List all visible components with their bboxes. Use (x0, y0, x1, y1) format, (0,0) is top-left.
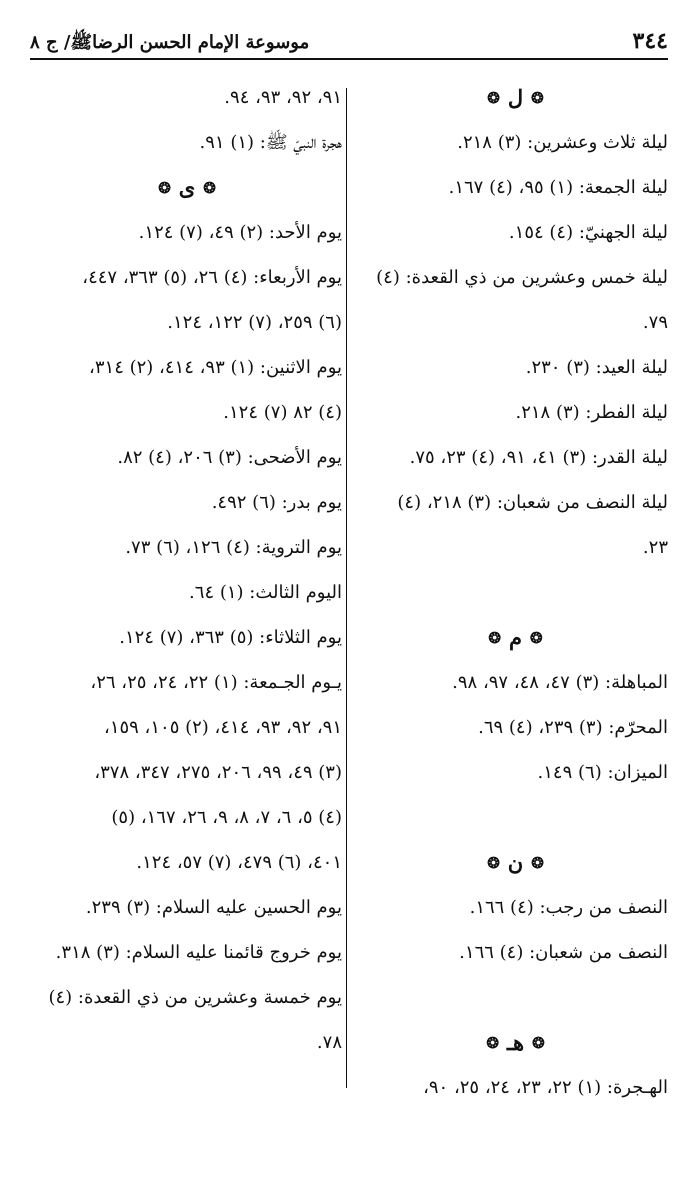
index-entry (363, 435, 668, 480)
index-entry (363, 300, 668, 345)
ornament-icon: ❂ (531, 853, 544, 872)
index-column-left (32, 75, 342, 1065)
index-entry-text: ٩١، ٩٢، ٩٣، ٤١٤، (٢) ١٠٥، ١٥٩، (104, 716, 342, 738)
index-entry (32, 300, 342, 345)
index-entry-text: (٤) ٨٢ (٧) ١٢٤. (223, 401, 342, 423)
index-entry (363, 480, 668, 525)
index-entry-text: يوم الاثنين: (١) ٩٣، ٤١٤، (٢) ٣١٤، (89, 356, 342, 378)
heading-letter: ل (507, 84, 524, 110)
index-entry-text: يـوم الجـمعة: (١) ٢٢، ٢٤، ٢٥، ٢٦، (90, 671, 342, 693)
index-entry-text: (٦) ٢٥٩، (٧) ١٢٢، ١٢٤. (167, 311, 342, 333)
index-entry (363, 165, 668, 210)
heading-ornament-frame (488, 624, 543, 650)
index-entry (363, 1065, 668, 1110)
ornament-icon: ❂ (530, 628, 543, 647)
spacer (363, 975, 668, 1020)
index-entry-text: المحرّم: (٣) ٢٣٩، (٤) ٦٩. (478, 716, 668, 738)
index-entry-text: ٢٣. (642, 536, 668, 558)
index-entry (363, 210, 668, 255)
letter-heading (363, 75, 668, 120)
heading-ornament-frame (487, 84, 544, 110)
index-entry (32, 1020, 342, 1065)
index-entry (363, 705, 668, 750)
index-entry (32, 345, 342, 390)
letter-heading (363, 840, 668, 885)
index-entry (363, 750, 668, 795)
index-entry-text: يوم خمسة وعشرين من ذي القعدة: (٤) (48, 986, 342, 1008)
index-entry-text: (٣) ٤٩، ٩٩، ٢٠٦، ٢٧٥، ٣٤٧، ٣٧٨، (94, 761, 342, 783)
index-entry (363, 525, 668, 570)
ornament-icon: ❂ (531, 88, 544, 107)
index-entry (32, 660, 342, 705)
index-entry (32, 75, 342, 120)
letter-heading (363, 615, 668, 660)
index-entry (363, 255, 668, 300)
letter-heading (32, 165, 342, 210)
index-entry (363, 660, 668, 705)
index-entry-text: ٧٨. (316, 1031, 342, 1053)
heading-letter: ى (178, 174, 196, 200)
index-entry-text: ٤٠١، (٦) ٤٧٩، (٧) ٥٧، ١٢٤. (136, 851, 342, 873)
index-entry (32, 795, 342, 840)
letter-heading (363, 1020, 668, 1065)
ornament-icon: ❂ (203, 178, 216, 197)
index-entry (363, 120, 668, 165)
index-entry (32, 750, 342, 795)
index-entry-text: ليلة الجمعة: (١) ٩٥، (٤) ١٦٧. (448, 176, 668, 198)
column-divider (346, 88, 347, 1088)
index-entry (32, 210, 342, 255)
index-entry (32, 435, 342, 480)
heading-ornament-frame (158, 174, 216, 200)
spacer (363, 570, 668, 615)
index-entry-text: ليلة الفطر: (٣) ٢١٨. (515, 401, 668, 423)
index-entry (363, 930, 668, 975)
index-entry (363, 390, 668, 435)
index-entry-text: ٩١، ٩٢، ٩٣، ٩٤. (224, 86, 342, 108)
index-entry-text: اليوم الثالث: (١) ٦٤. (189, 581, 342, 603)
index-column-right (363, 75, 668, 1110)
index-entry-text: يوم خروج قائمنا عليه السلام: (٣) ٣١٨. (55, 941, 342, 963)
index-entry (32, 255, 342, 300)
index-entry (32, 615, 342, 660)
ornament-icon: ❂ (487, 853, 500, 872)
running-title: موسوعة الإمام الحسن الرضاﷺ/ ج ٨ (30, 32, 310, 53)
ornament-icon: ❂ (158, 178, 171, 197)
index-entry (32, 975, 342, 1020)
index-entry (32, 390, 342, 435)
index-entry-text: (٤) ٥، ٦، ٧، ٨، ٩، ٢٦، ١٦٧، (٥) (111, 806, 342, 828)
index-entry-text: ليلة القدر: (٣) ٤١، ٩١، (٤) ٢٣، ٧٥. (409, 446, 668, 468)
heading-ornament-frame (487, 849, 544, 875)
index-entry-text: النصف من شعبان: (٤) ١٦٦. (459, 941, 668, 963)
index-entry (32, 885, 342, 930)
index-entry (32, 525, 342, 570)
index-entry-text: ليلة العيد: (٣) ٢٣٠. (525, 356, 668, 378)
index-entry-text: يوم الأضحى: (٣) ٢٠٦، (٤) ٨٢. (117, 446, 342, 468)
ornament-icon: ❂ (532, 1033, 545, 1052)
index-entry (32, 930, 342, 975)
ornament-icon: ❂ (486, 1033, 499, 1052)
index-entry (32, 480, 342, 525)
index-entry-text: ليلة النصف من شعبان: (٣) ٢١٨، (٤) (397, 491, 668, 513)
ornament-icon: ❂ (487, 88, 500, 107)
index-entry-text: يوم الحسين عليه السلام: (٣) ٢٣٩. (85, 896, 342, 918)
index-entry-text: ليلة الجهنيّ: (٤) ١٥٤. (508, 221, 668, 243)
index-entry-text: ٧٩. (642, 311, 668, 333)
index-entry-text: ليلة ثلاث وعشرين: (٣) ٢١٨. (457, 131, 668, 153)
heading-letter: ن (507, 849, 524, 875)
page-header (30, 22, 668, 60)
index-entry-text: الميزان: (٦) ١٤٩. (537, 761, 668, 783)
index-entry (32, 120, 342, 165)
index-entry-text: يوم بدر: (٦) ٤٩٢. (211, 491, 342, 513)
index-entry (32, 840, 342, 885)
heading-ornament-frame (486, 1029, 545, 1055)
page-number: ٣٤٤ (632, 28, 668, 54)
index-entry (363, 345, 668, 390)
index-entry-text: هجرة النبيّ ﷺ: (١) ٩١. (199, 131, 342, 153)
index-entry-text: ليلة خمس وعشرين من ذي القعدة: (٤) (376, 266, 668, 288)
spacer (363, 795, 668, 840)
index-entry-text: يوم الثلاثاء: (٥) ٣٦٣، (٧) ١٢٤. (119, 626, 342, 648)
index-entry (32, 570, 342, 615)
heading-letter: م (509, 624, 523, 650)
index-entry-text: الهـجرة: (١) ٢٢، ٢٣، ٢٤، ٢٥، ٩٠، (423, 1076, 668, 1098)
ornament-icon: ❂ (488, 628, 501, 647)
heading-letter: هـ (506, 1029, 525, 1055)
index-entry-text: النصف من رجب: (٤) ١٦٦. (469, 896, 668, 918)
index-entry-text: المباهلة: (٣) ٤٧، ٤٨، ٩٧، ٩٨. (452, 671, 668, 693)
index-entry-text: يوم الأحد: (٢) ٤٩، (٧) ١٢٤. (138, 221, 342, 243)
index-entry (363, 885, 668, 930)
index-entry-text: يوم الأربعاء: (٤) ٢٦، (٥) ٣٦٣، ٤٤٧، (82, 266, 342, 288)
index-entry (32, 705, 342, 750)
index-entry-text: يوم التروية: (٤) ١٢٦، (٦) ٧٣. (125, 536, 342, 558)
